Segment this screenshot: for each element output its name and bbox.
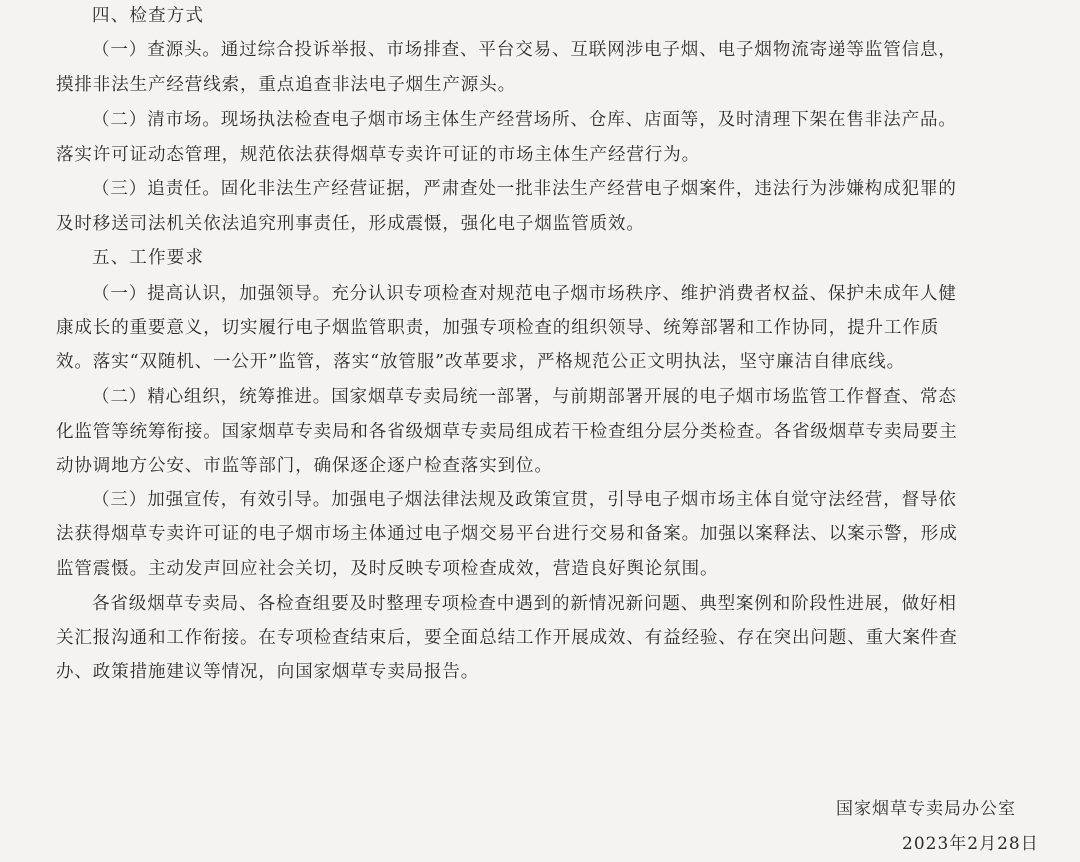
section-heading-work-requirements: 五、工作要求: [92, 248, 205, 268]
paragraph-line: （一）提高认识，加强领导。充分认识专项检查对规范电子烟市场秩序、维护消费者权益、保护未成年人健: [92, 284, 957, 304]
paragraph-line: 及时移送司法机关依法追究刑事责任，形成震慑，强化电子烟监管质效。: [56, 214, 645, 234]
paragraph-line: （二）清市场。现场执法检查电子烟市场主体生产经营场所、仓库、店面等，及时清理下架在售非法产品。: [92, 110, 957, 130]
paragraph-line: （三）加强宣传，有效引导。加强电子烟法律法规及政策宣贯，引导电子烟市场主体自觉守法经营，督导依: [92, 490, 957, 510]
paragraph-line: 摸排非法生产经营线索，重点追查非法电子烟生产源头。: [56, 75, 516, 95]
paragraph-line: 动协调地方公安、市监等部门，确保逐企逐户检查落实到位。: [56, 456, 553, 476]
paragraph-line: （二）精心组织，统筹推进。国家烟草专卖局统一部署，与前期部署开展的电子烟市场监管工作督查、常态: [92, 387, 957, 407]
paragraph-line: 落实许可证动态管理，规范依法获得烟草专卖许可证的市场主体生产经营行为。: [56, 145, 700, 165]
paragraph-line: 康成长的重要意义，切实履行电子烟监管职责，加强专项检查的组织领导、统筹部署和工作协同，提升工作质: [56, 318, 940, 338]
paragraph-line: （一）查源头。通过综合投诉举报、市场排查、平台交易、互联网涉电子烟、电子烟物流寄递等监管信息，: [92, 40, 957, 60]
signature-issuer: 国家烟草专卖局办公室: [836, 799, 1016, 819]
signature-date: 2023年2月28日: [902, 834, 1039, 854]
paragraph-line: 各省级烟草专卖局、各检查组要及时整理专项检查中遇到的新情况新问题、典型案例和阶段性进展，做好相: [92, 594, 957, 614]
section-heading-inspection-methods: 四、检查方式: [92, 6, 205, 26]
paragraph-line: 化监管等统筹衔接。国家烟草专卖局和各省级烟草专卖局组成若干检查组分层分类检查。各省级烟草专卖局要主: [56, 422, 958, 442]
paragraph-line: 效。落实“双随机、一公开”监管，落实“放管服”改革要求，严格规范公正文明执法，坚守廉洁自律底线。: [56, 352, 905, 372]
paragraph-line: 法获得烟草专卖许可证的电子烟市场主体通过电子烟交易平台进行交易和备案。加强以案释法、以案示警，形成: [56, 524, 958, 544]
paragraph-line: 关汇报沟通和工作衔接。在专项检查结束后，要全面总结工作开展成效、有益经验、存在突出问题、重大案件查: [56, 628, 958, 648]
paragraph-line: （三）追责任。固化非法生产经营证据，严肃查处一批非法生产经营电子烟案件，违法行为涉嫌构成犯罪的: [92, 179, 957, 199]
paragraph-line: 办、政策措施建议等情况，向国家烟草专卖局报告。: [56, 662, 480, 682]
paragraph-line: 监管震慑。主动发声回应社会关切，及时反映专项检查成效，营造良好舆论氛围。: [56, 559, 719, 579]
